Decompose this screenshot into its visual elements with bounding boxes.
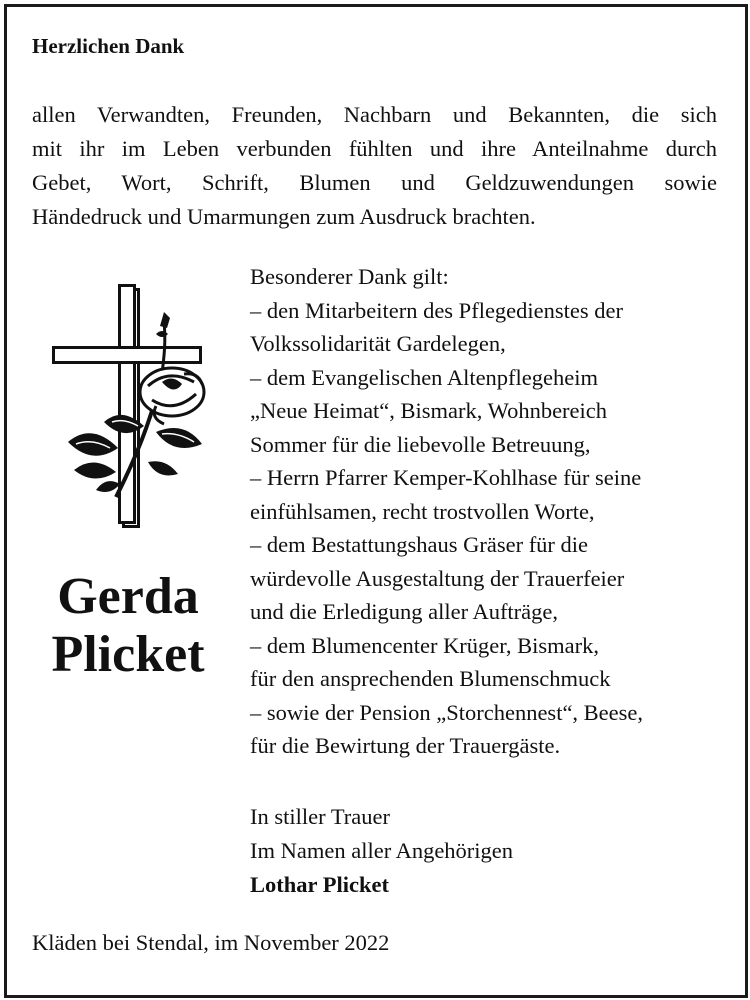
thanks-item <box>250 696 720 763</box>
closing-line: In stiller Trauer <box>250 804 390 829</box>
deceased-name <box>22 568 234 684</box>
thanks-item <box>250 461 720 528</box>
thanks-item <box>250 361 720 462</box>
heading: Herzlichen Dank <box>32 34 185 58</box>
thanks-item-line: und die Erledigung aller Aufträge, <box>250 599 559 624</box>
thanks-item-line: – sowie der Pension „Storchennest“, Beese, <box>250 699 644 725</box>
thanks-item-line: – dem Bestattungshaus Gräser für die <box>250 532 589 557</box>
place-and-date: Kläden bei Stendal, im November 2022 <box>32 930 390 955</box>
thanks-item-line: – Herrn Pfarrer Kemper-Kohlhase für seine <box>250 465 642 490</box>
thanks-item <box>250 528 720 629</box>
deceased-last-name: Plicket <box>51 626 205 683</box>
closing-line: Im Namen aller Angehörigen <box>250 838 514 863</box>
thanks-item-line: Sommer für die liebevolle Betreuung, <box>250 431 591 457</box>
thanks-item-line: würdevolle Ausgestaltung der Trauerfeier <box>250 565 625 591</box>
thanks-item-line: für die Bewirtung der Trauergäste. <box>250 733 561 758</box>
thanks-item <box>250 629 720 696</box>
cross-with-rose-icon <box>44 282 214 532</box>
special-thanks-title: Besonderer Dank gilt: <box>250 264 449 289</box>
thanks-item-line: einfühlsamen, recht trostvollen Worte, <box>250 498 595 524</box>
thanks-item-line: für den ansprechenden Blumenschmuck <box>250 666 611 691</box>
special-thanks-list <box>250 260 720 763</box>
thanks-item-line: – dem Blumencenter Krüger, Bismark, <box>250 632 600 658</box>
thanks-item-line: „Neue Heimat“, Bismark, Wohnbereich <box>250 398 608 423</box>
thanks-item-line: – dem Evangelischen Altenpflegeheim <box>250 364 599 390</box>
thanks-item-line: Volkssolidarität Gardelegen, <box>250 331 506 356</box>
closing-block <box>250 800 513 902</box>
signer-name: Lothar Plicket <box>250 872 389 897</box>
intro-line: allen Verwandten, Freunden, Nachbarn und Bekannten, die sich <box>32 102 717 127</box>
intro-line: Händedruck und Umarmungen zum Ausdruck brachten. <box>32 204 536 229</box>
intro-line: mit ihr im Leben verbunden fühlten und ihre Anteilnahme durch <box>32 136 717 161</box>
intro-paragraph <box>32 98 717 234</box>
thanks-item <box>250 294 720 361</box>
intro-line: Gebet, Wort, Schrift, Blumen und Geldzuwendungen sowie <box>32 170 717 195</box>
deceased-first-name: Gerda <box>57 568 199 625</box>
thanks-item-line: – den Mitarbeitern des Pflegedienstes der <box>250 297 624 323</box>
